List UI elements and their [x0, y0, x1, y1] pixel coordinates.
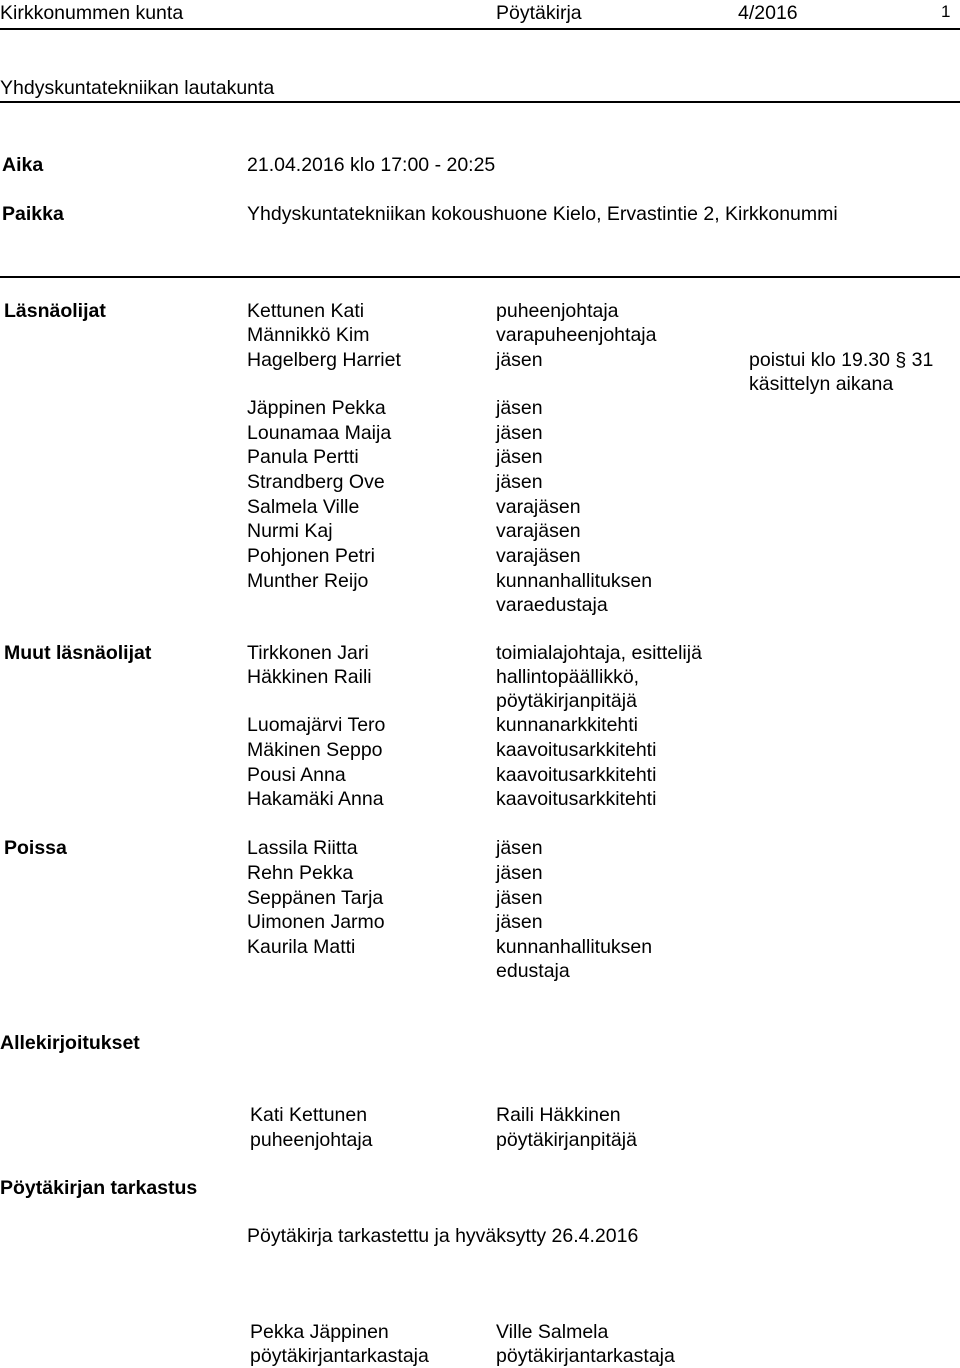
absent-role-continued: edustaja	[496, 960, 570, 982]
committee-rule	[0, 101, 960, 103]
others-role: toimialajohtaja, esittelijä	[496, 642, 702, 664]
others-role: kaavoitusarkkitehti	[496, 739, 657, 761]
others-label: Muut läsnäolijat	[4, 642, 152, 664]
absent-role: kunnanhallituksen	[496, 936, 653, 958]
absent-name: Rehn Pekka	[247, 862, 354, 884]
present-role: varapuheenjohtaja	[496, 324, 657, 346]
reviewer-1-name: Pekka Jäppinen	[250, 1321, 389, 1343]
reviewer-2-name: Ville Salmela	[496, 1321, 609, 1343]
signatures-label: Allekirjoitukset	[0, 1032, 140, 1054]
absent-role: jäsen	[496, 911, 543, 933]
present-role-continued: varaedustaja	[496, 594, 608, 616]
time-label: Aika	[2, 154, 44, 176]
absent-name: Seppänen Tarja	[247, 887, 384, 909]
present-name: Munther Reijo	[247, 570, 369, 592]
absent-role: jäsen	[496, 887, 543, 909]
others-name: Luomajärvi Tero	[247, 714, 386, 736]
others-name: Mäkinen Seppo	[247, 739, 383, 761]
present-role: jäsen	[496, 471, 543, 493]
absent-role: jäsen	[496, 862, 543, 884]
others-name: Hakamäki Anna	[247, 788, 384, 810]
time-value: 21.04.2016 klo 17:00 - 20:25	[247, 154, 496, 176]
present-role: varajäsen	[496, 520, 581, 542]
meta-rule	[0, 276, 960, 278]
others-role: hallintopäällikkö,	[496, 666, 640, 688]
reviewer-1-role: pöytäkirjantarkastaja	[250, 1345, 429, 1367]
present-name: Pohjonen Petri	[247, 545, 375, 567]
present-name: Hagelberg Harriet	[247, 349, 401, 371]
present-role: kunnanhallituksen	[496, 570, 653, 592]
others-name: Pousi Anna	[247, 764, 346, 786]
present-note-continued: käsittelyn aikana	[749, 373, 894, 395]
present-role: varajäsen	[496, 545, 581, 567]
present-name: Nurmi Kaj	[247, 520, 333, 542]
present-name: Jäppinen Pekka	[247, 397, 386, 419]
committee-name: Yhdyskuntatekniikan lautakunta	[0, 77, 275, 99]
others-name: Häkkinen Raili	[247, 666, 372, 688]
place-label: Paikka	[2, 203, 64, 225]
others-role: kaavoitusarkkitehti	[496, 788, 657, 810]
present-name: Männikkö Kim	[247, 324, 370, 346]
signature-secretary-role: pöytäkirjanpitäjä	[496, 1129, 637, 1151]
present-role: varajäsen	[496, 496, 581, 518]
present-role: jäsen	[496, 397, 543, 419]
organization-name: Kirkkonummen kunta	[0, 2, 184, 24]
present-name: Strandberg Ove	[247, 471, 385, 493]
others-role: kaavoitusarkkitehti	[496, 764, 657, 786]
absent-name: Lassila Riitta	[247, 837, 358, 859]
signature-chair-role: puheenjohtaja	[250, 1129, 373, 1151]
absent-label: Poissa	[4, 837, 67, 859]
present-name: Kettunen Kati	[247, 300, 365, 322]
others-name: Tirkkonen Jari	[247, 642, 369, 664]
absent-role: jäsen	[496, 837, 543, 859]
present-note: poistui klo 19.30 § 31	[749, 349, 934, 371]
place-value: Yhdyskuntatekniikan kokoushuone Kielo, Ervastintie 2, Kirkkonummi	[247, 203, 838, 225]
document-number: 4/2016	[738, 2, 798, 24]
review-statement: Pöytäkirja tarkastettu ja hyväksytty 26.4.2016	[247, 1225, 639, 1247]
document-type: Pöytäkirja	[496, 2, 582, 24]
present-role: jäsen	[496, 422, 543, 444]
review-label: Pöytäkirjan tarkastus	[0, 1177, 198, 1199]
absent-name: Uimonen Jarmo	[247, 911, 385, 933]
present-name: Salmela Ville	[247, 496, 360, 518]
present-role: jäsen	[496, 446, 543, 468]
others-role: kunnanarkkitehti	[496, 714, 639, 736]
header-rule	[0, 28, 960, 30]
present-label: Läsnäolijat	[4, 300, 106, 322]
present-name: Panula Pertti	[247, 446, 359, 468]
absent-name: Kaurila Matti	[247, 936, 356, 958]
signature-secretary-name: Raili Häkkinen	[496, 1104, 621, 1126]
page-number: 1	[941, 2, 951, 21]
reviewer-2-role: pöytäkirjantarkastaja	[496, 1345, 675, 1367]
others-role-continued: pöytäkirjanpitäjä	[496, 690, 637, 712]
signature-chair-name: Kati Kettunen	[250, 1104, 368, 1126]
present-role: jäsen	[496, 349, 543, 371]
present-name: Lounamaa Maija	[247, 422, 392, 444]
present-role: puheenjohtaja	[496, 300, 619, 322]
